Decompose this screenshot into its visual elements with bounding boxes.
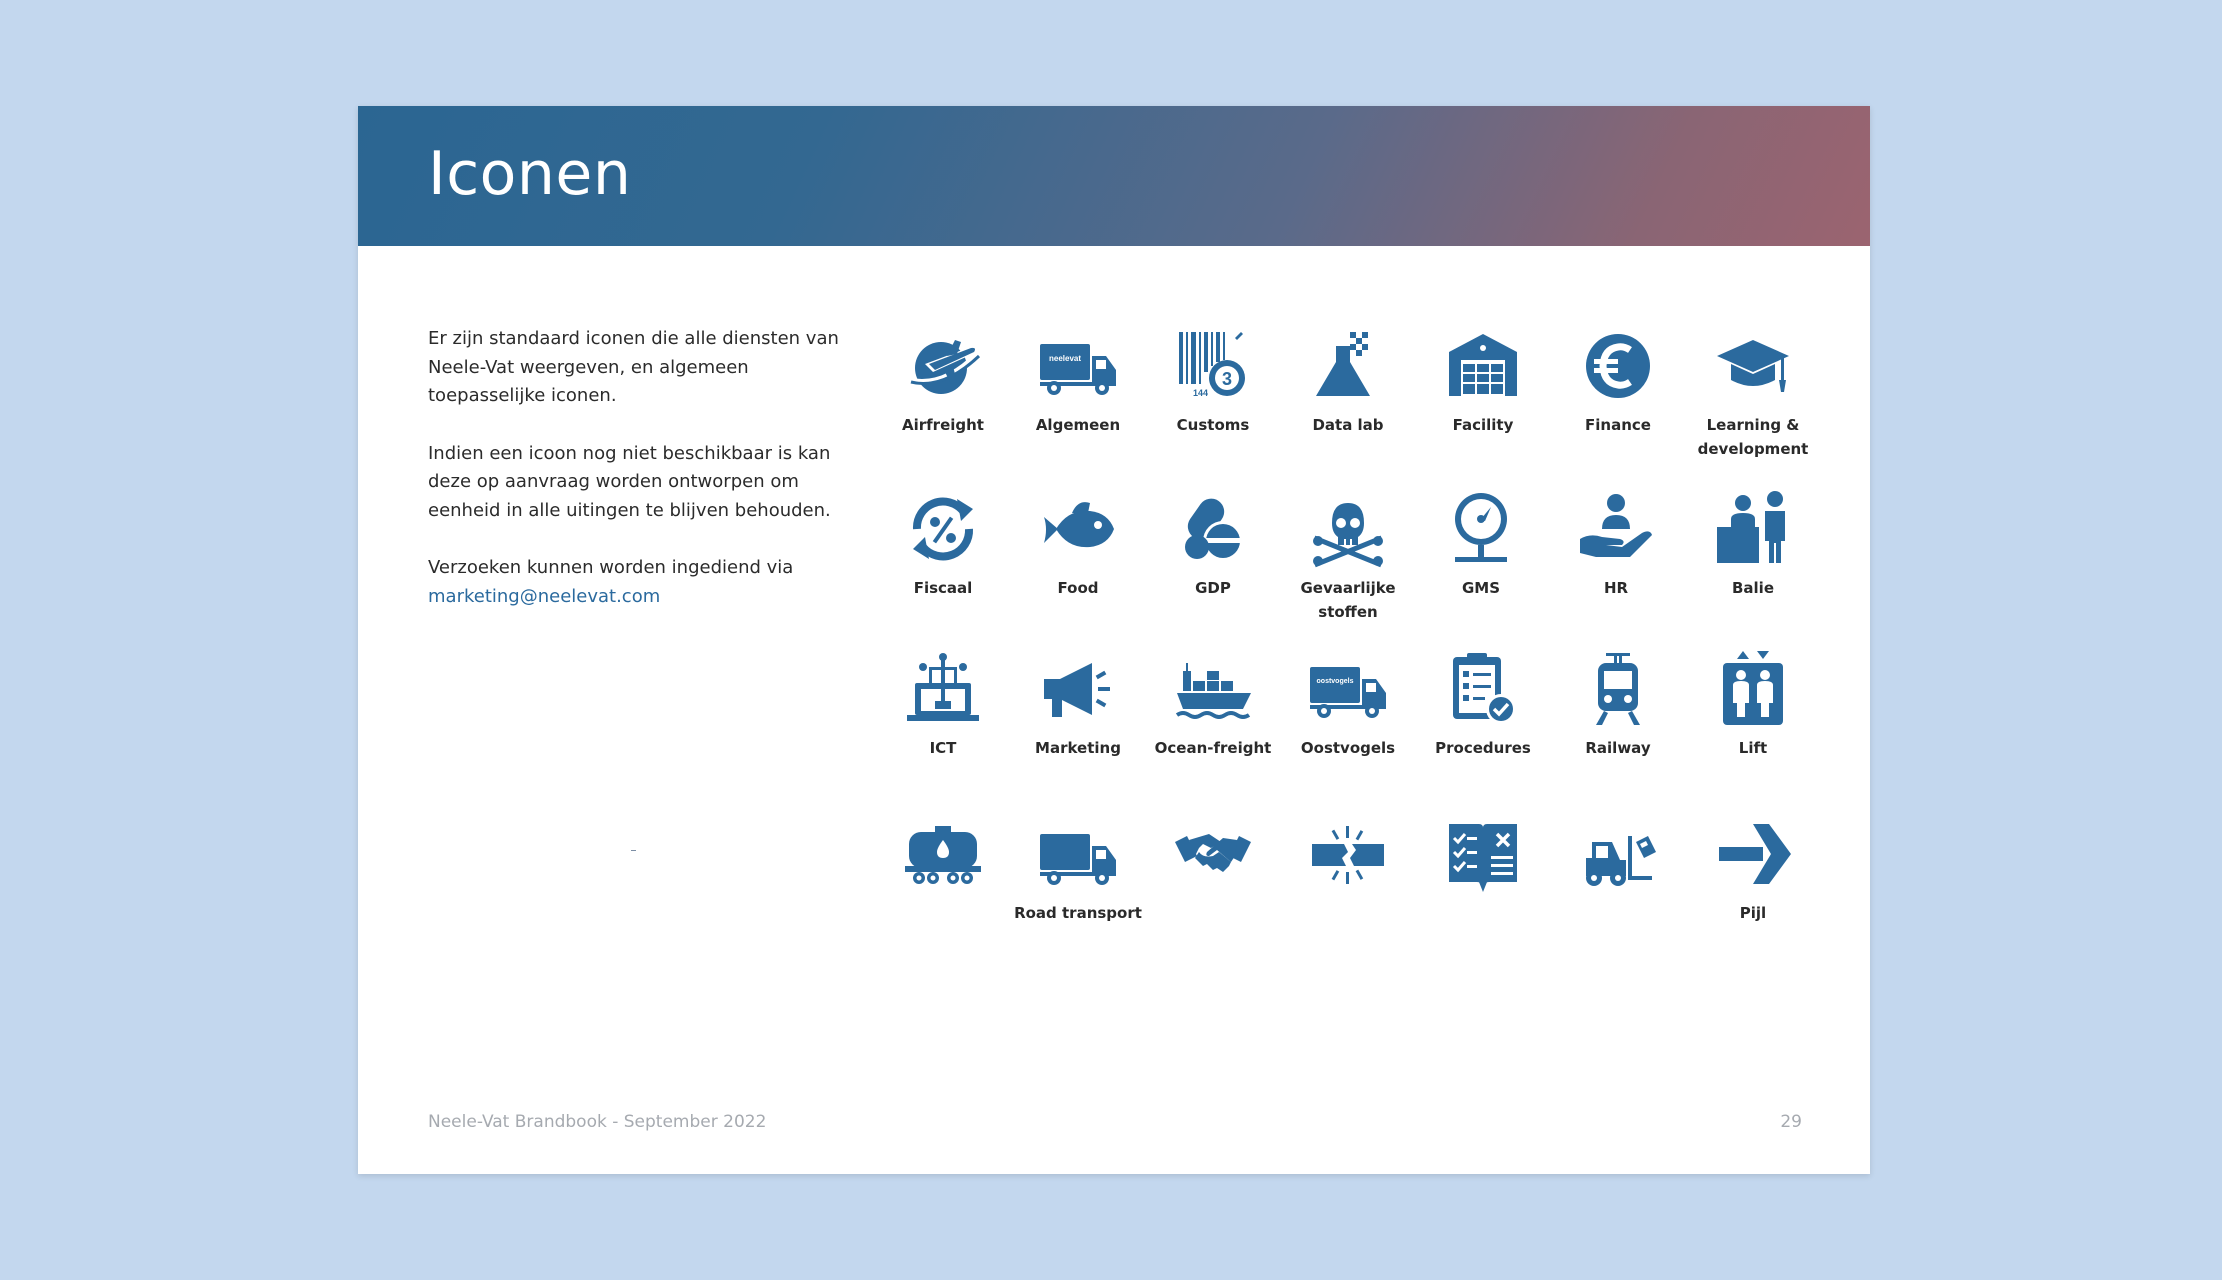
warehouse-icon bbox=[1443, 326, 1523, 406]
truck-neelevat-icon bbox=[1038, 326, 1118, 406]
arrow-right-icon bbox=[1713, 814, 1793, 894]
header-banner bbox=[358, 106, 1870, 246]
airplane-globe-icon bbox=[903, 326, 983, 406]
icon-label: Marketing bbox=[1035, 739, 1121, 757]
hand-person-icon bbox=[1576, 489, 1656, 569]
euro-icon bbox=[1578, 326, 1658, 406]
icon-label: Lift bbox=[1738, 739, 1768, 757]
svg-text:144: 144 bbox=[1193, 388, 1209, 398]
icon-cell-facility bbox=[1418, 326, 1548, 476]
icon-cell-forklift bbox=[1553, 814, 1683, 964]
icon-label: HR bbox=[1603, 579, 1629, 597]
icon-cell-ict bbox=[878, 649, 1008, 799]
icon-label: Railway bbox=[1585, 739, 1651, 757]
icon-cell-procedures bbox=[1418, 649, 1548, 799]
icon-label: Learning & development bbox=[1697, 416, 1809, 458]
flask-icon bbox=[1308, 326, 1388, 406]
open-book-checklist-icon bbox=[1443, 814, 1523, 894]
icon-label: GMS bbox=[1461, 579, 1501, 597]
icon-label: ICT bbox=[929, 739, 957, 757]
icon-cell-balie bbox=[1688, 489, 1818, 639]
icon-cell-broken bbox=[1283, 814, 1413, 964]
broken-link-icon bbox=[1308, 814, 1388, 894]
icon-cell-food bbox=[1013, 489, 1143, 639]
skull-icon bbox=[1308, 489, 1388, 569]
intro-request-text: Verzoeken kunnen worden ingediend via bbox=[428, 557, 794, 578]
icon-cell-gdp bbox=[1148, 489, 1278, 639]
icon-cell-ocean bbox=[1148, 649, 1278, 799]
truck-icon bbox=[1038, 814, 1118, 894]
icon-label: Balie bbox=[1731, 579, 1774, 597]
icon-cell-road bbox=[1013, 814, 1143, 964]
icon-label: Procedures bbox=[1435, 739, 1531, 757]
icon-label: Data lab bbox=[1312, 416, 1384, 434]
truck-oostvogels-icon bbox=[1308, 649, 1388, 729]
intro-paragraph-3 bbox=[428, 554, 858, 611]
icon-label: GDP bbox=[1195, 579, 1231, 597]
forklift-icon bbox=[1578, 814, 1658, 894]
icon-label: Pijl bbox=[1739, 904, 1767, 922]
percent-cycle-icon bbox=[903, 489, 983, 569]
intro-text bbox=[428, 325, 858, 640]
icon-cell-airfreight bbox=[878, 326, 1008, 476]
intro-paragraph-1: Er zijn standaard iconen die alle diensten van Neele-Vat weergeven, en algemeen toepasselijke iconen. bbox=[428, 328, 839, 406]
icon-cell-hr bbox=[1551, 489, 1681, 639]
intro-paragraph-2: Indien een icoon nog niet beschikbaar is kan deze op aanvraag worden ontworpen om eenheid in alle uitingen te blijven behouden. bbox=[428, 442, 831, 521]
footer-document-title: Neele-Vat Brandbook - September 2022 bbox=[428, 1112, 767, 1132]
handshake-icon bbox=[1173, 814, 1253, 894]
icon-label: Customs bbox=[1176, 416, 1250, 434]
gauge-icon bbox=[1441, 489, 1521, 569]
svg-text:oostvogels: oostvogels bbox=[1316, 678, 1354, 685]
page-title: Iconen bbox=[428, 139, 632, 209]
megaphone-icon bbox=[1038, 649, 1118, 729]
icon-label: Gevaarlijke stoffen bbox=[1300, 579, 1396, 621]
icon-cell-finance bbox=[1553, 326, 1683, 476]
icon-label: Road transport bbox=[1014, 904, 1142, 922]
icon-label: Algemeen bbox=[1035, 416, 1121, 434]
icon-cell-railway bbox=[1553, 649, 1683, 799]
train-icon bbox=[1578, 649, 1658, 729]
brandbook-page bbox=[358, 106, 1870, 1174]
icon-cell-data-lab bbox=[1283, 326, 1413, 476]
icon-cell-lift bbox=[1688, 649, 1818, 799]
clipboard-check-icon bbox=[1443, 649, 1523, 729]
icon-cell-book bbox=[1418, 814, 1548, 964]
icon-cell-learning bbox=[1688, 326, 1818, 476]
icon-cell-customs bbox=[1148, 326, 1278, 476]
icon-cell-gevaarlijke bbox=[1283, 489, 1413, 639]
graduation-cap-icon bbox=[1713, 326, 1793, 406]
reception-desk-icon bbox=[1713, 489, 1793, 569]
icon-label: Facility bbox=[1452, 416, 1514, 434]
icon-cell-fiscaal bbox=[878, 489, 1008, 639]
icon-label: Food bbox=[1057, 579, 1099, 597]
icon-cell-gms bbox=[1416, 489, 1546, 639]
tanker-wagon-icon bbox=[903, 814, 983, 894]
elevator-icon bbox=[1713, 649, 1793, 729]
container-ship-icon bbox=[1173, 649, 1253, 729]
icon-cell-marketing bbox=[1013, 649, 1143, 799]
icon-label: Ocean-freight bbox=[1154, 739, 1272, 757]
icon-label: Airfreight bbox=[902, 416, 984, 434]
page-number: 29 bbox=[1780, 1112, 1802, 1132]
icon-cell-algemeen bbox=[1013, 326, 1143, 476]
pills-icon bbox=[1173, 489, 1253, 569]
small-dash bbox=[631, 850, 636, 851]
icon-label: Oostvogels bbox=[1300, 739, 1396, 757]
fish-icon bbox=[1038, 489, 1118, 569]
barcode-icon bbox=[1173, 326, 1253, 406]
icon-cell-pijl bbox=[1688, 814, 1818, 964]
svg-text:3: 3 bbox=[1221, 369, 1233, 389]
icon-label: Fiscaal bbox=[913, 579, 973, 597]
svg-text:neelevat: neelevat bbox=[1048, 354, 1082, 363]
icon-cell-oostvogels bbox=[1283, 649, 1413, 799]
icon-cell-handshake bbox=[1148, 814, 1278, 964]
email-link[interactable]: marketing@neelevat.com bbox=[428, 585, 661, 607]
icon-cell-tanker bbox=[878, 814, 1008, 964]
laptop-network-icon bbox=[903, 649, 983, 729]
icon-label: Finance bbox=[1585, 416, 1651, 434]
